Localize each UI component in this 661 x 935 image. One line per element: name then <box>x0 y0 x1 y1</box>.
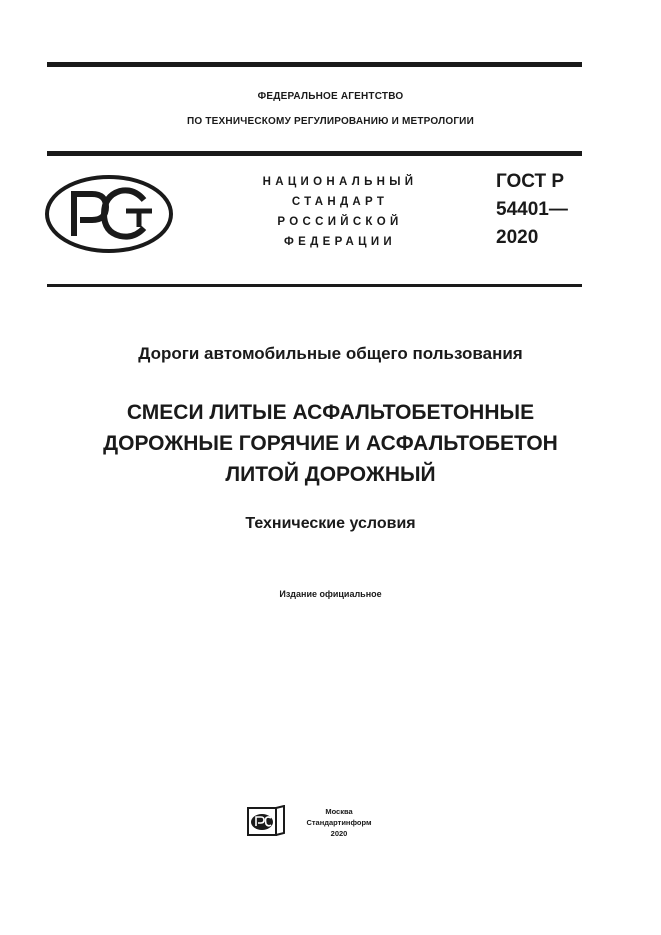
edition-label: Издание официальное <box>279 589 382 599</box>
national-line-2: СТАНДАРТ <box>291 196 389 208</box>
publisher-year: 2020 <box>330 829 348 838</box>
title-line-3: ЛИТОЙ ДОРОЖНЫЙ <box>225 463 436 486</box>
agency-line-2: ПО ТЕХНИЧЕСКОМУ РЕГУЛИРОВАНИЮ И МЕТРОЛОГИИ <box>187 116 474 127</box>
national-line-3: РОССИЙСКОЙ <box>277 216 403 228</box>
top-rule <box>47 62 582 67</box>
title-line-1: СМЕСИ ЛИТЫЕ АСФАЛЬТОБЕТОННЫЕ <box>126 401 535 424</box>
header-rule <box>47 151 582 156</box>
document-subtitle: Дороги автомобильные общего пользования <box>138 344 523 363</box>
standard-designation <box>496 168 568 252</box>
national-line-1: НАЦИОНАЛЬНЫЙ <box>262 176 418 188</box>
publisher-block <box>293 806 385 839</box>
mid-rule <box>47 284 582 287</box>
standartinform-logo-icon <box>247 805 287 837</box>
publisher-city: Москва <box>325 807 353 816</box>
agency-line-1: ФЕДЕРАЛЬНОЕ АГЕНТСТВО <box>257 91 404 102</box>
technical-conditions: Технические условия <box>245 515 416 532</box>
national-line-4: ФЕДЕРАЦИИ <box>284 236 396 248</box>
designation-line-2: 54401— <box>496 199 568 220</box>
national-standard-label <box>240 172 440 252</box>
designation-line-1: ГОСТ Р <box>496 171 565 192</box>
rst-emblem-icon <box>44 174 174 254</box>
designation-line-3: 2020 <box>496 227 539 248</box>
document-title <box>40 397 621 490</box>
publisher-name: Стандартинформ <box>306 818 372 827</box>
title-line-2: ДОРОЖНЫЕ ГОРЯЧИЕ И АСФАЛЬТОБЕТОН <box>103 432 558 455</box>
